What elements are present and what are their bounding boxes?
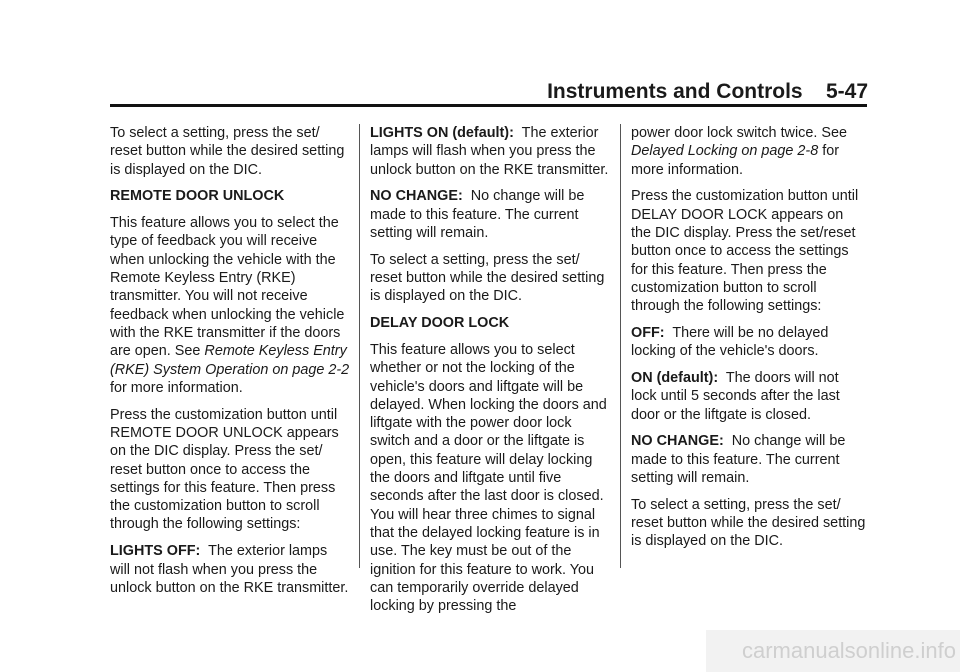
page-number: 5-47 bbox=[825, 80, 868, 103]
paragraph: To select a setting, press the set/ reset button while the desired setting is displayed on the DIC. bbox=[631, 496, 866, 550]
paragraph-text: for more information. bbox=[110, 379, 243, 396]
setting-description: The exterior lamps will flash when you press the unlock button on the RKE transmitter. bbox=[370, 125, 609, 178]
column-divider bbox=[620, 124, 621, 568]
page-header bbox=[110, 80, 868, 106]
setting-option bbox=[370, 124, 610, 179]
setting-description: There will be no delayed locking of the vehicle's doors. bbox=[631, 324, 829, 360]
setting-label: OFF: bbox=[631, 324, 665, 341]
setting-option bbox=[110, 542, 350, 597]
column-2 bbox=[370, 124, 610, 624]
paragraph: To select a setting, press the set/ reset button while the desired setting is displayed on the DIC. bbox=[110, 125, 345, 178]
section-title: Instruments and Controls bbox=[547, 80, 803, 103]
setting-label: LIGHTS OFF: bbox=[110, 543, 201, 560]
setting-option bbox=[631, 432, 867, 487]
setting-label: NO CHANGE: bbox=[631, 433, 724, 450]
setting-description: The exterior lamps will not flash when you press the unlock button on the RKE transmitter. bbox=[110, 543, 349, 596]
setting-description: The doors will not lock until 5 seconds after the last door or the liftgate is closed. bbox=[631, 370, 840, 423]
paragraph bbox=[110, 214, 350, 397]
paragraph-text: This feature allows you to select the type of feedback you will receive when unlocking the vehicle with the Remote Keyless Entry (RKE) transmitter. You will not receive feedback when unlocking the vehicle with the RKE transmitter if the doors are open. See bbox=[110, 215, 345, 360]
cross-reference-link[interactable]: Delayed Locking on page 2-8 bbox=[631, 143, 819, 160]
column-divider bbox=[359, 124, 360, 568]
setting-option bbox=[370, 187, 610, 242]
paragraph-text: power door lock switch twice. See bbox=[631, 125, 847, 141]
section-heading: DELAY DOOR LOCK bbox=[370, 315, 510, 332]
column-3 bbox=[631, 124, 867, 559]
paragraph bbox=[631, 124, 867, 179]
paragraph: Press the customization button until REMOTE DOOR UNLOCK appears on the DIC display. Press the set/ reset button once to access the settings for this feature. Then press the customization button to scroll through the following settings: bbox=[110, 406, 339, 533]
setting-label: LIGHTS ON (default): bbox=[370, 125, 514, 141]
watermark: carmanualsonline.info bbox=[706, 630, 960, 672]
setting-description: No change will be made to this feature. The current setting will remain. bbox=[631, 433, 846, 487]
setting-option bbox=[631, 324, 867, 361]
setting-description: No change will be made to this feature. The current setting will remain. bbox=[370, 188, 585, 241]
paragraph: To select a setting, press the set/ reset button while the desired setting is displayed on the DIC. bbox=[370, 251, 605, 305]
paragraph: Press the customization button until DELAY DOOR LOCK appears on the DIC display. Press the set/reset button once to access the settings for this feature. Then press the customization button to scroll through the following settings: bbox=[631, 188, 859, 315]
column-1 bbox=[110, 124, 350, 606]
cross-reference-link[interactable]: Remote Keyless Entry (RKE) System Operation on page 2-2 bbox=[110, 343, 350, 378]
header-rule bbox=[110, 104, 867, 107]
header-title bbox=[547, 80, 868, 104]
setting-label: NO CHANGE: bbox=[370, 188, 463, 205]
paragraph: This feature allows you to select whether or not the locking of the vehicle's doors and liftgate will be delayed. When locking the doors and liftgate with the power door lock switch and a door or the liftgate is open, this feature will delay locking the doors and liftgate until five seconds after the last door is closed. You will hear three chimes to signal that the delayed locking feature is in use. The key must be out of the ignition for this feature to work. You can temporarily override delayed locking by pressing the bbox=[370, 341, 607, 615]
paragraph-text: for more information. bbox=[631, 143, 840, 178]
setting-option bbox=[631, 369, 867, 424]
setting-label: ON (default): bbox=[631, 370, 719, 387]
section-heading: REMOTE DOOR UNLOCK bbox=[110, 188, 285, 205]
